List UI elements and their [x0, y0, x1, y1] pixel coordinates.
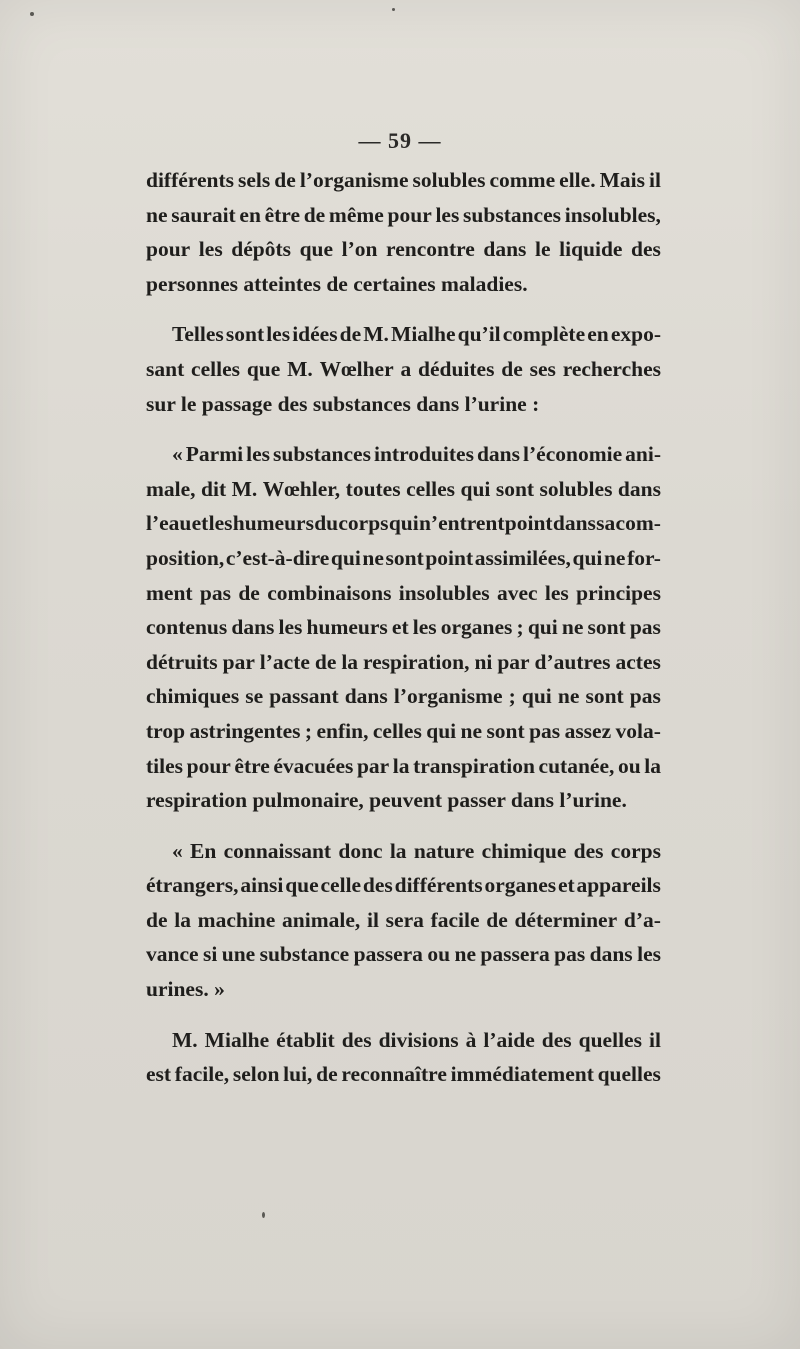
text-line: étrangers, ainsi que celle des différents organes et appareils	[146, 873, 661, 898]
text-line: ne saurait en être de même pour les substances insolubles,	[146, 202, 661, 227]
text-line: sur le passage des substances dans l’urine :	[146, 391, 540, 416]
paragraph-1	[146, 163, 661, 301]
paragraph-4	[146, 834, 661, 1007]
text-line: différents sels de l’organisme solubles comme elle. Mais il	[146, 168, 661, 192]
text-line: « En connaissant donc la nature chimique des corps	[172, 838, 661, 863]
text-line: male, dit M. Wœhler, toutes celles qui sont solubles dans	[146, 476, 661, 501]
paragraph-2	[146, 317, 661, 421]
text-line: tiles pour être évacuées par la transpiration cutanée, ou la	[146, 753, 661, 778]
page-number: — 59 —	[358, 128, 442, 153]
paper-speck	[30, 12, 34, 16]
text-line: l’eau et les humeurs du corps qui n’entrent point dans sa com-	[146, 511, 661, 536]
text-line: personnes atteintes de certaines maladies.	[146, 271, 528, 296]
paper-speck	[262, 1212, 265, 1218]
text-line: Telles sont les idées de M. Mialhe qu’il complète en expo-	[172, 322, 661, 347]
text-line: de la machine animale, il sera facile de déterminer d’a-	[146, 907, 661, 932]
text-line: contenus dans les humeurs et les organes ; qui ne sont pas	[146, 615, 661, 640]
text-line: ment pas de combinaisons insolubles avec les principes	[146, 580, 661, 605]
text-line: trop astringentes ; enfin, celles qui ne sont pas assez vola-	[146, 718, 661, 743]
text-line: est facile, selon lui, de reconnaître immédiatement quelles	[146, 1062, 661, 1087]
text-line: respiration pulmonaire, peuvent passer dans l’urine.	[146, 788, 627, 813]
text-line: chimiques se passant dans l’organisme ; qui ne sont pas	[146, 684, 661, 709]
text-line: position, c’est-à-dire qui ne sont point assimilées, qui ne for-	[146, 545, 661, 570]
text-line: vance si une substance passera ou ne passera pas dans les	[146, 942, 661, 967]
paragraph-3	[146, 437, 661, 818]
text-line: pour les dépôts que l’on rencontre dans le liquide des	[146, 237, 661, 262]
text-line: urines. »	[146, 977, 225, 1002]
text-line: détruits par l’acte de la respiration, ni par d’autres actes	[146, 649, 661, 674]
text-line: « Parmi les substances introduites dans l’économie ani-	[172, 442, 661, 467]
body-text	[146, 163, 661, 1092]
paper-speck	[392, 8, 395, 11]
paragraph-5	[146, 1023, 661, 1092]
text-line: sant celles que M. Wœlher a déduites de ses recherches	[146, 356, 661, 381]
text-line: M. Mialhe établit des divisions à l’aide des quelles il	[172, 1027, 661, 1052]
